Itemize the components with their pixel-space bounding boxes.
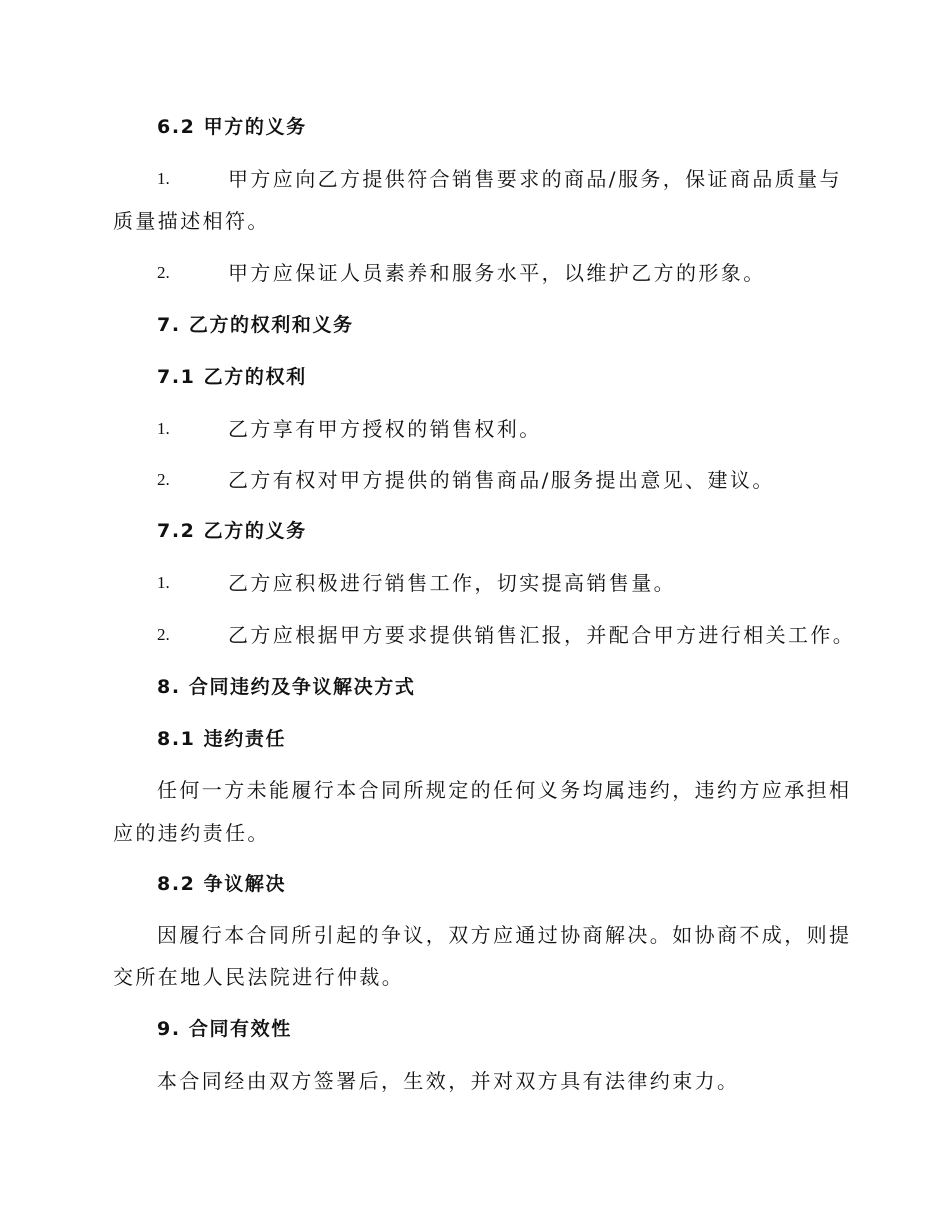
subsection-heading: 7.1 乙方的权利 [157, 366, 307, 388]
section-heading: 7. 乙方的权利和义务 [157, 314, 354, 336]
list-item-number: 2. [157, 263, 170, 282]
list-item-number: 1. [157, 419, 170, 438]
list-item-text: 乙方享有甲方授权的销售权利。 [228, 417, 542, 441]
list-item-number: 1. [157, 573, 170, 592]
section-heading: 9. 合同有效性 [157, 1018, 292, 1040]
list-item-number: 2. [157, 470, 170, 489]
list-item-text: 甲方应向乙方提供符合销售要求的商品/服务，保证商品质量与 [228, 167, 842, 191]
paragraph-line: 交所在地人民法院进行仲裁。 [113, 965, 405, 989]
list-item-number: 2. [157, 625, 170, 644]
list-item-number: 1. [157, 169, 170, 188]
paragraph-line: 任何一方未能履行本合同所规定的任何义务均属违约，违约方应承担相 [157, 778, 852, 802]
list-item-continuation: 质量描述相符。 [113, 209, 270, 233]
paragraph-line: 因履行本合同所引起的争议，双方应通过协商解决。如协商不成，则提 [157, 923, 852, 947]
list-item-text: 乙方应积极进行销售工作，切实提高销售量。 [228, 571, 676, 595]
list-item-text: 乙方应根据甲方要求提供销售汇报，并配合甲方进行相关工作。 [228, 623, 856, 647]
subsection-heading: 7.2 乙方的义务 [157, 520, 307, 542]
list-item-text: 甲方应保证人员素养和服务水平，以维护乙方的形象。 [228, 261, 766, 285]
section-heading: 6.2 甲方的义务 [157, 116, 307, 138]
section-heading: 8. 合同违约及争议解决方式 [157, 676, 416, 698]
list-item-text: 乙方有权对甲方提供的销售商品/服务提出意见、建议。 [228, 468, 775, 492]
paragraph-line: 应的违约责任。 [113, 821, 270, 845]
subsection-heading: 8.1 违约责任 [157, 728, 287, 750]
paragraph-line: 本合同经由双方签署后，生效，并对双方具有法律约束力。 [157, 1069, 740, 1093]
subsection-heading: 8.2 争议解决 [157, 873, 287, 895]
